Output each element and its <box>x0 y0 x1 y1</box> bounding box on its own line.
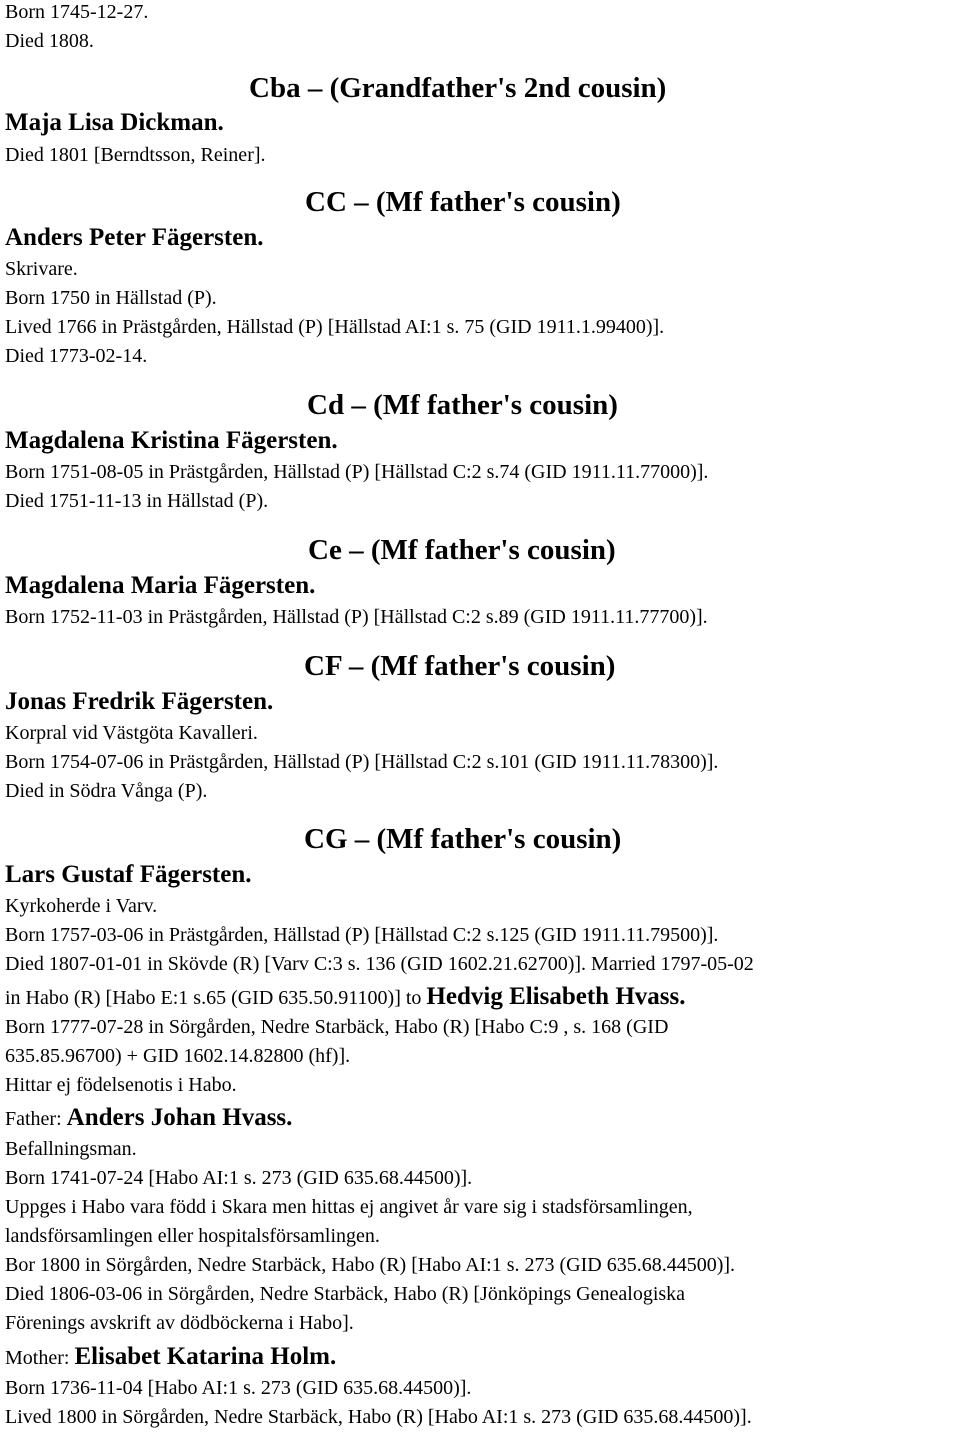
text-line: Born 1741-07-24 [Habo AI:1 s. 273 (GID 635.68.44500)]. <box>5 1167 473 1189</box>
text-line: Skrivare. <box>5 258 78 280</box>
person-name: Anders Peter Fägersten. <box>5 224 264 251</box>
text-line: Died 1751-11-13 in Hällstad (P). <box>5 490 269 512</box>
text-line <box>5 983 686 1012</box>
text-line: Befallningsman. <box>5 1138 137 1160</box>
text-line: Hittar ej födelsenotis i Habo. <box>5 1074 237 1096</box>
text-line: Born 1754-07-06 in Prästgården, Hällstad (P) [Hällstad C:2 s.101 (GID 1911.11.78300)]. <box>5 751 719 773</box>
person-name: Lars Gustaf Fägersten. <box>5 861 252 888</box>
text-line: Kyrkoherde i Varv. <box>5 895 158 917</box>
text-line: Lived 1766 in Prästgården, Hällstad (P) [Hällstad AI:1 s. 75 (GID 1911.1.99400)]. <box>5 316 665 338</box>
person-name: Jonas Fredrik Fägersten. <box>5 688 274 715</box>
section-heading: Ce – (Mf father's cousin) <box>308 534 616 566</box>
section-heading: CF – (Mf father's cousin) <box>304 650 616 682</box>
mother-name: Elisabet Katarina Holm. <box>74 1343 337 1370</box>
person-name: Magdalena Kristina Fägersten. <box>5 427 338 454</box>
text-line: Bor 1800 in Sörgården, Nedre Starbäck, Habo (R) [Habo AI:1 s. 273 (GID 635.68.44500)]. <box>5 1254 736 1276</box>
father-name: Anders Johan Hvass. <box>66 1104 293 1131</box>
text-line: Förenings avskrift av dödböckerna i Habo]. <box>5 1312 354 1334</box>
text-line: Born 1736-11-04 [Habo AI:1 s. 273 (GID 635.68.44500)]. <box>5 1377 472 1399</box>
section-heading: Cba – (Grandfather's 2nd cousin) <box>249 72 667 104</box>
text-segment: Mother: <box>5 1347 75 1369</box>
text-line: Died in Södra Vånga (P). <box>5 780 208 802</box>
text-line: Died 1801 [Berndtsson, Reiner]. <box>5 144 266 166</box>
text-line: Lived 1800 in Sörgården, Nedre Starbäck, Habo (R) [Habo AI:1 s. 273 (GID 635.68.44500)]. <box>5 1406 752 1428</box>
person-name: Maja Lisa Dickman. <box>5 109 224 136</box>
section-heading: CC – (Mf father's cousin) <box>305 186 621 218</box>
text-line <box>5 1104 292 1133</box>
text-line: landsförsamlingen eller hospitalsförsamlingen. <box>5 1225 380 1247</box>
text-line: Died 1773-02-14. <box>5 345 148 367</box>
text-line: Born 1745-12-27. <box>5 1 149 23</box>
text-line <box>5 1343 336 1372</box>
section-heading: Cd – (Mf father's cousin) <box>307 389 618 421</box>
text-line: Born 1777-07-28 in Sörgården, Nedre Starbäck, Habo (R) [Habo C:9 , s. 168 (GID <box>5 1016 669 1038</box>
text-line: Uppges i Habo vara född i Skara men hittas ej angivet år vare sig i stadsförsamlingen, <box>5 1196 693 1218</box>
text-line: Died 1806-03-06 in Sörgården, Nedre Starbäck, Habo (R) [Jönköpings Genealogiska <box>5 1283 686 1305</box>
text-line: Korpral vid Västgöta Kavalleri. <box>5 722 258 744</box>
section-heading: CG – (Mf father's cousin) <box>304 823 622 855</box>
text-line: 635.85.96700) + GID 1602.14.82800 (hf)]. <box>5 1045 351 1067</box>
text-line: Born 1757-03-06 in Prästgården, Hällstad (P) [Hällstad C:2 s.125 (GID 1911.11.79500)]. <box>5 924 719 946</box>
person-name: Magdalena Maria Fägersten. <box>5 572 316 599</box>
text-segment: in Habo (R) [Habo E:1 s.65 (GID 635.50.91100)] to <box>5 987 427 1009</box>
text-line: Died 1808. <box>5 30 94 52</box>
text-segment: Father: <box>5 1108 67 1130</box>
text-line: Born 1750 in Hällstad (P). <box>5 287 217 309</box>
spouse-name: Hedvig Elisabeth Hvass. <box>426 983 686 1010</box>
text-line: Born 1752-11-03 in Prästgården, Hällstad (P) [Hällstad C:2 s.89 (GID 1911.11.77700)]. <box>5 606 708 628</box>
text-line: Died 1807-01-01 in Skövde (R) [Varv C:3 s. 136 (GID 1602.21.62700)]. Married 1797-05-02 <box>5 953 754 975</box>
text-line: Born 1751-08-05 in Prästgården, Hällstad (P) [Hällstad C:2 s.74 (GID 1911.11.77000)]. <box>5 461 709 483</box>
